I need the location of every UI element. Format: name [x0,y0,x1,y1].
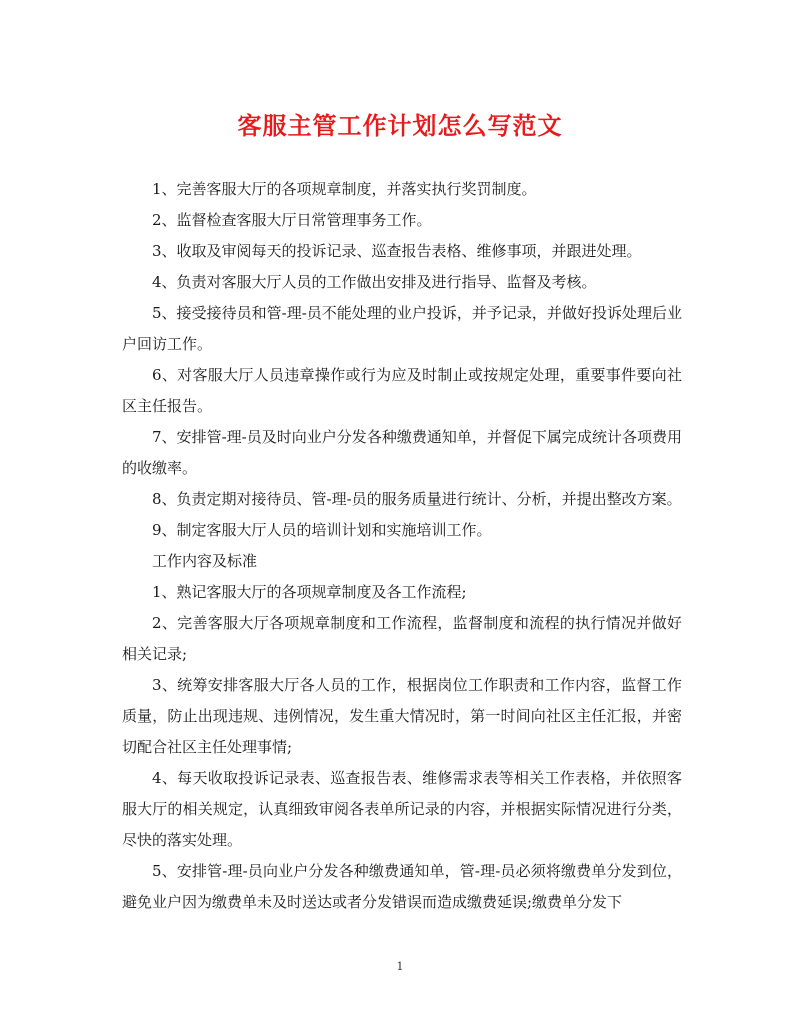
paragraph: 1、熟记客服大厅的各项规章制度及各工作流程; [152,583,467,601]
paragraph: 8、负责定期对接待员、管-理-员的服务质量进行统计、分析，并提出整改方案。 [152,490,682,508]
document-title: 客服主管工作计划怎么写范文 [237,112,563,140]
paragraph: 4、负责对客服大厅人员的工作做出安排及进行指导、监督及考核。 [152,273,597,291]
paragraph: 7、安排管-理-员及时向业户分发各种缴费通知单，并督促下属完成统计各项费用的收缴率。 [122,428,682,477]
paragraph: 2、完善客服大厅各项规章制度和工作流程，监督制度和流程的执行情况并做好相关记录; [122,614,682,663]
paragraph: 5、安排管-理-员向业户分发各种缴费通知单，管-理-员必须将缴费单分发到位，避免业户因为缴费单未及时送达或者分发错误而造成缴费延误;缴费单分发下 [122,862,682,911]
paragraph: 2、监督检查客服大厅日常管理事务工作。 [152,211,432,229]
paragraph: 9、制定客服大厅人员的培训计划和实施培训工作。 [152,521,492,539]
paragraph: 6、对客服大厅人员违章操作或行为应及时制止或按规定处理，重要事件要向社区主任报告。 [122,366,682,415]
section-heading: 工作内容及标准 [152,552,258,570]
paragraph: 5、接受接待员和管-理-员不能处理的业户投诉，并予记录，并做好投诉处理后业户回访工作。 [122,304,682,353]
paragraph: 4、每天收取投诉记录表、巡查报告表、维修需求表等相关工作表格，并依照客服大厅的相关规定，认真细致审阅各表单所记录的内容，并根据实际情况进行分类，尽快的落实处理。 [122,769,682,849]
paragraph: 1、完善客服大厅的各项规章制度，并落实执行奖罚制度。 [152,180,537,198]
page-number: 1 [396,960,404,973]
paragraph: 3、收取及审阅每天的投诉记录、巡查报告表格、维修事项，并跟进处理。 [152,242,642,260]
paragraph: 3、统筹安排客服大厅各人员的工作，根据岗位工作职责和工作内容，监督工作质量，防止出现违规、违例情况，发生重大情况时，第一时间向社区主任汇报，并密切配合社区主任处理事情; [122,676,682,756]
document-body [122,174,682,918]
